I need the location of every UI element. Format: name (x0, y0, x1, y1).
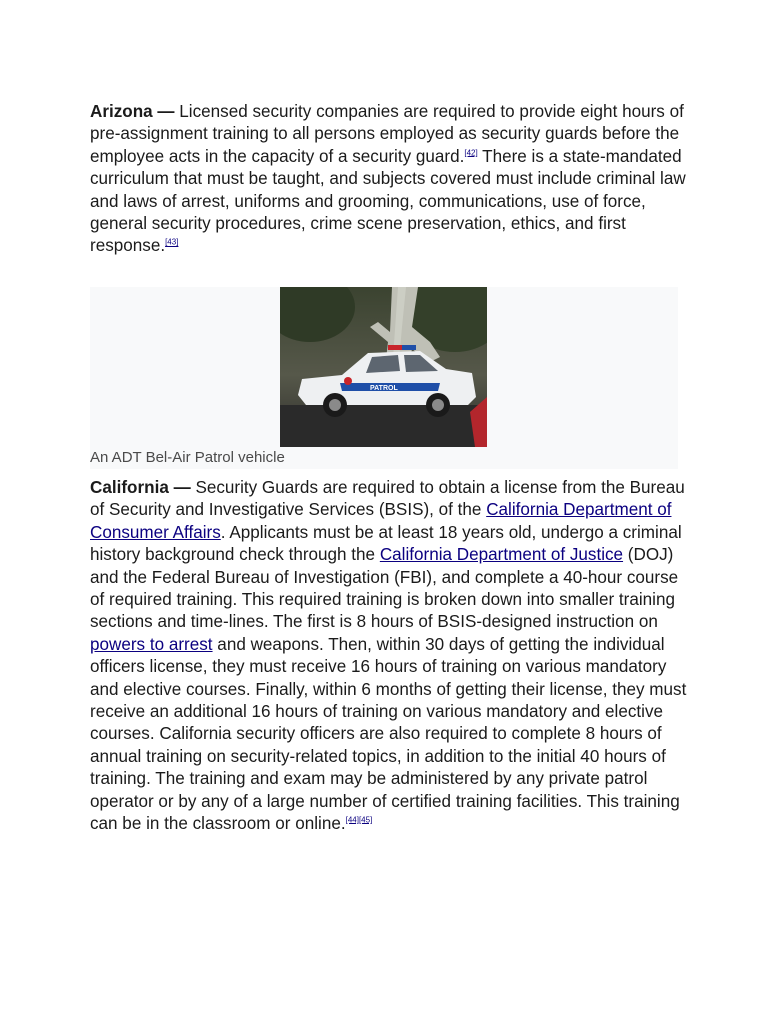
svg-text:PATROL: PATROL (370, 385, 398, 392)
california-text-2: . Applicants must be at least 18 years old, undergo a criminal history background check through the (90, 522, 682, 565)
arizona-text-2: There is a state-mandated curriculum that must be taught, and subjects covered must include criminal law and laws of arrest, uniforms and grooming, communications, use of force, general security procedures, crime scene preservation, ethics, and first response. (90, 146, 686, 256)
california-paragraph (90, 477, 690, 836)
citation-42-link[interactable]: [42] (464, 148, 478, 158)
consumer-affairs-link[interactable]: California Department of Consumer Affairs (90, 500, 672, 542)
arizona-dash: — (152, 102, 180, 121)
arizona-heading: Arizona (90, 102, 153, 121)
california-dash: — (168, 478, 196, 497)
patrol-car-image (280, 287, 487, 447)
california-text-4: and weapons. Then, within 30 days of getting the individual officers license, they must receive 16 hours of training on various mandatory and elective courses. Finally, within 6 months of getting their license, they must receive an additional 16 hours of training on various mandatory and elective courses. California security officers are also required to complete 8 hours of annual training on security-related topics, in addition to the initial 40 hours of training. The training and exam may be administered by any private patrol operator or by any of a large number of certified training facilities. This training can be in the classroom or online. (90, 634, 687, 834)
powers-to-arrest-link[interactable]: powers to arrest (90, 634, 213, 654)
california-text-3: (DOJ) and the Federal Bureau of Investigation (FBI), and complete a 40-hour course of required training. This required training is broken down into smaller training sections and time-lines. The first is 8 hours of BSIS-designed instruction on (90, 545, 679, 632)
citation-43-link[interactable]: [43] (165, 237, 179, 247)
citation-44-link[interactable]: [44] (345, 815, 359, 825)
figure-box (90, 287, 678, 469)
patrol-vehicle-photo[interactable] (280, 287, 487, 447)
california-heading: California (90, 478, 169, 497)
california-text-1: Security Guards are required to obtain a license from the Bureau of Security and Investigative Services (BSIS), of the (90, 478, 685, 520)
department-of-justice-link[interactable]: California Department of Justice (379, 545, 624, 565)
figure-caption: An ADT Bel-Air Patrol vehicle (90, 449, 285, 466)
citation-45-link[interactable]: [45] (358, 815, 373, 825)
arizona-paragraph (90, 101, 690, 258)
arizona-text-1: Licensed security companies are required to provide eight hours of pre-assignment training to all persons employed as security guards before the employee acts in the capacity of a security guard. (90, 102, 684, 166)
